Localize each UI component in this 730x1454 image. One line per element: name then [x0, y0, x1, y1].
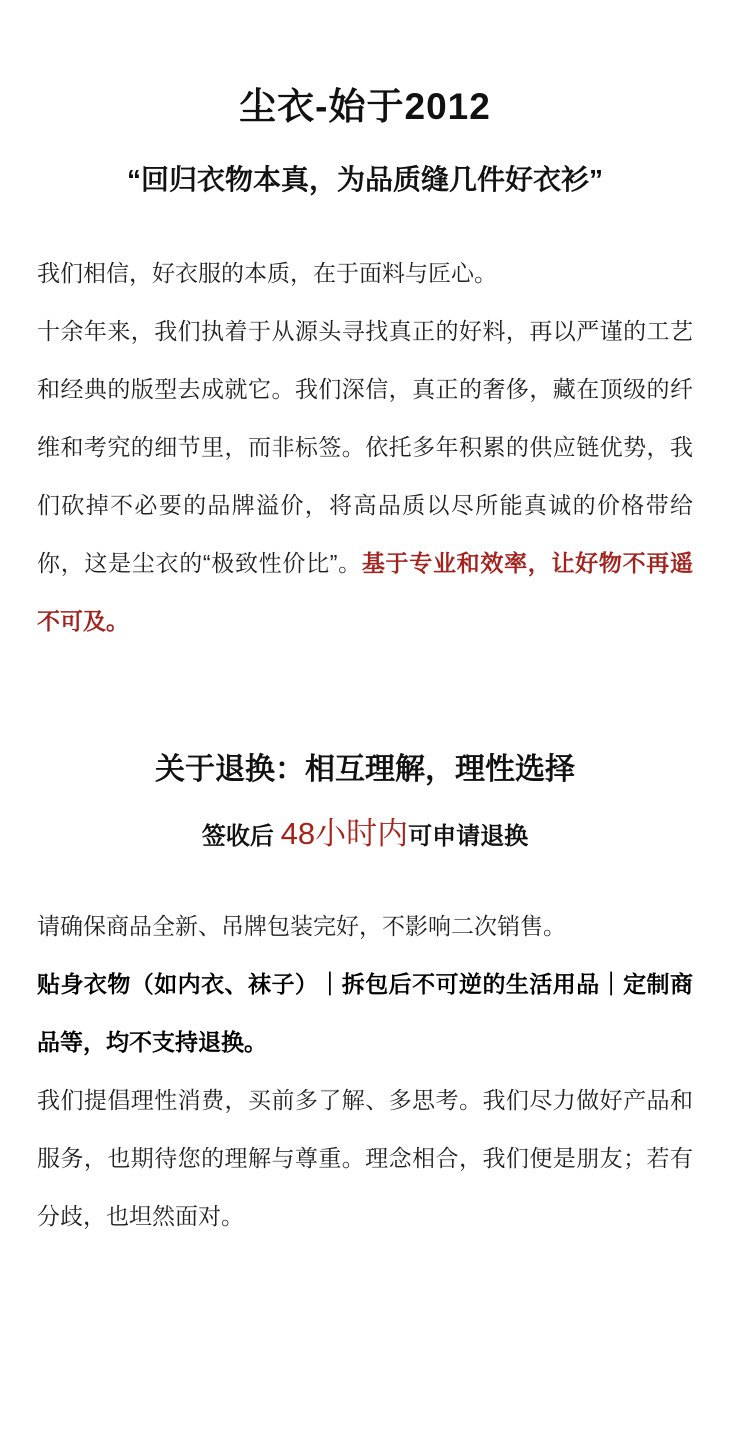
product-description-page: [0, 76, 730, 1454]
brand-intro-section: [37, 244, 693, 650]
returns-section-heading: 关于退换：相互理解，理性选择: [155, 753, 575, 786]
returns-sub-suffix: 可申请退换: [408, 823, 529, 850]
intro-paragraph-1: 我们相信，好衣服的本质，在于面料与匠心。: [37, 260, 497, 286]
intro-red-highlight: 基于专业和效率，让好物不再遥不可及。: [37, 550, 693, 634]
returns-paragraph-philosophy: 我们提倡理性消费，买前多了解、多思考。我们尽力做好产品和服务，也期待您的理解与尊重。理念相合，我们便是朋友；若有分歧，也坦然面对。: [37, 1087, 693, 1229]
intro-paragraph-2: [37, 302, 693, 650]
intro-paragraph-2-text: 十余年来，我们执着于从源头寻找真正的好料，再以严谨的工艺和经典的版型去成就它。我们深信，真正的奢侈，藏在顶级的纤维和考究的细节里，而非标签。依托多年积累的供应链优势，我们砍掉不必要的品牌溢价，将高品质以尽所能真诚的价格带给你，这是尘衣的“极致性价比”。: [37, 318, 693, 576]
returns-policy-section: [37, 897, 693, 1245]
returns-paragraph-exclusions: 贴身衣物（如内衣、袜子）｜拆包后不可逆的生活用品｜定制商品等，均不支持退换。: [37, 971, 693, 1055]
returns-sub-prefix: 签收后: [201, 823, 281, 850]
brand-slogan: “回归衣物本真，为品质缝几件好衣衫”: [126, 164, 603, 195]
brand-title: 尘衣-始于2012: [239, 86, 491, 127]
return-window-highlight: 48小时内: [280, 816, 409, 851]
returns-paragraph-condition: 请确保商品全新、吊牌包装完好，不影响二次销售。: [37, 913, 566, 939]
returns-subheading: [0, 814, 730, 857]
